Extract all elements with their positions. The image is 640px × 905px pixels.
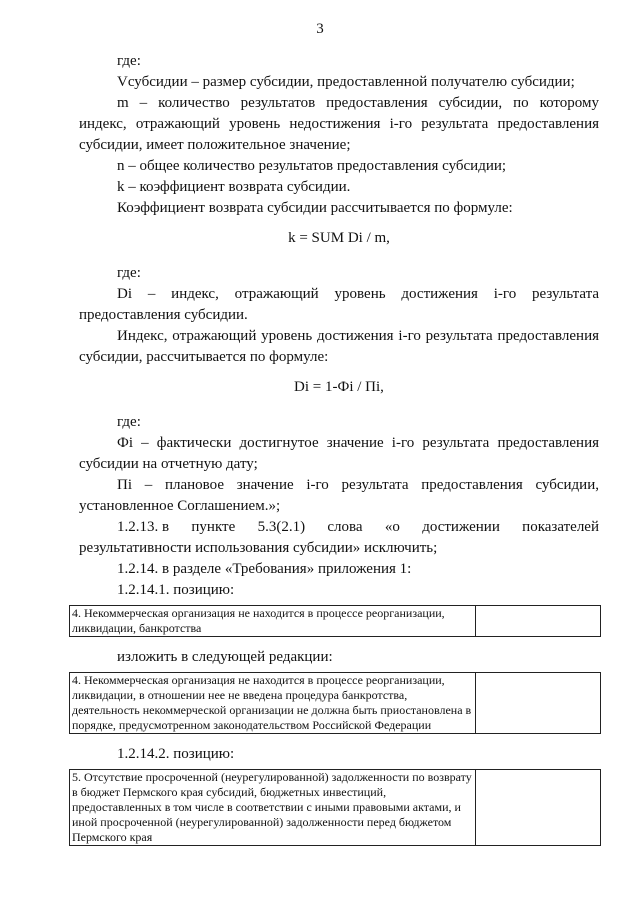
item-1-2-14-1: 1.2.14.1. позицию:: [117, 582, 235, 598]
text-gde-2: где:: [117, 265, 141, 281]
definition-v-subsidy: Vсубсидии – размер субсидии, предоставленной получателю субсидии;: [117, 74, 575, 90]
item-replace-text: изложить в следующей редакции:: [117, 649, 333, 665]
word: слова: [327, 519, 363, 535]
di-formula-intro: Индекс, отражающий уровень достижения i-го результата предоставления субсидии, рассчитывается по формуле:: [79, 328, 599, 365]
document-body: [72, 51, 599, 856]
k-formula-intro: Коэффициент возврата субсидии рассчитывается по формуле:: [117, 200, 513, 216]
table-cell-empty: [475, 606, 600, 637]
word: показателей: [522, 519, 599, 535]
definition-fi: Фi – фактически достигнутое значение i-го результата предоставления субсидии на отчетную дату;: [79, 435, 599, 472]
definition-di: Di – индекс, отражающий уровень достижения i-го результата предоставления субсидии.: [79, 286, 599, 323]
word: 5.3(2.1): [257, 519, 306, 535]
table-cell-text: 4. Некоммерческая организация не находится в процессе реорганизации, ликвидации, банкротства: [70, 606, 476, 637]
word: пункте: [191, 519, 236, 535]
table-position-5: [69, 769, 601, 846]
table-position-4-old: [69, 605, 601, 637]
table-row: [70, 770, 601, 846]
definition-pi: Пi – плановое значение i-го результата предоставления субсидии, установленное Соглашением.»;: [79, 477, 599, 514]
formula-k: k = SUM Di / m,: [288, 230, 390, 246]
table-row: [70, 606, 601, 637]
table-row: [70, 673, 601, 734]
word: 1.2.13. в: [117, 519, 170, 535]
item-1-2-14-2: 1.2.14.2. позицию:: [117, 746, 235, 762]
word: «о: [384, 519, 400, 535]
text-gde-3: где:: [117, 414, 141, 430]
item-1-2-13-first-line: [79, 517, 599, 538]
word: достижении: [422, 519, 500, 535]
table-position-4-new: [69, 672, 601, 734]
page-number: 3: [316, 21, 324, 37]
table-cell-empty: [475, 673, 600, 734]
definition-n: n – общее количество результатов предоставления субсидии;: [117, 158, 507, 174]
table-cell-text: 5. Отсутствие просроченной (неурегулированной) задолженности по возврату в бюджет Пермского края субсидий, бюджетных инвестиций, предоставленных в том числе в соответствии с иными правовыми актами, и иной просроченной (неурегулированной) задолженности перед бюджетом Пермского края: [70, 770, 476, 846]
formula-di: Di = 1-Фi / Пi,: [294, 379, 384, 395]
item-1-2-13-continuation: результативности использования субсидии» исключить;: [79, 540, 438, 556]
table-cell-empty: [475, 770, 600, 846]
item-1-2-14: 1.2.14. в разделе «Требования» приложения 1:: [117, 561, 412, 577]
definition-m: m – количество результатов предоставления субсидии, по которому индекс, отражающий уровень недостижения i-го результата предоставления субсидии, имеет положительное значение;: [79, 95, 599, 153]
definition-k: k – коэффициент возврата субсидии.: [117, 179, 351, 195]
text-gde-1: где:: [117, 53, 141, 69]
table-cell-text: 4. Некоммерческая организация не находится в процессе реорганизации, ликвидации, в отношении нее не введена процедура банкротства, деятельность некоммерческой организации не должна быть приостановлена в порядке, предусмотренном законодательством Российской Федерации: [70, 673, 476, 734]
